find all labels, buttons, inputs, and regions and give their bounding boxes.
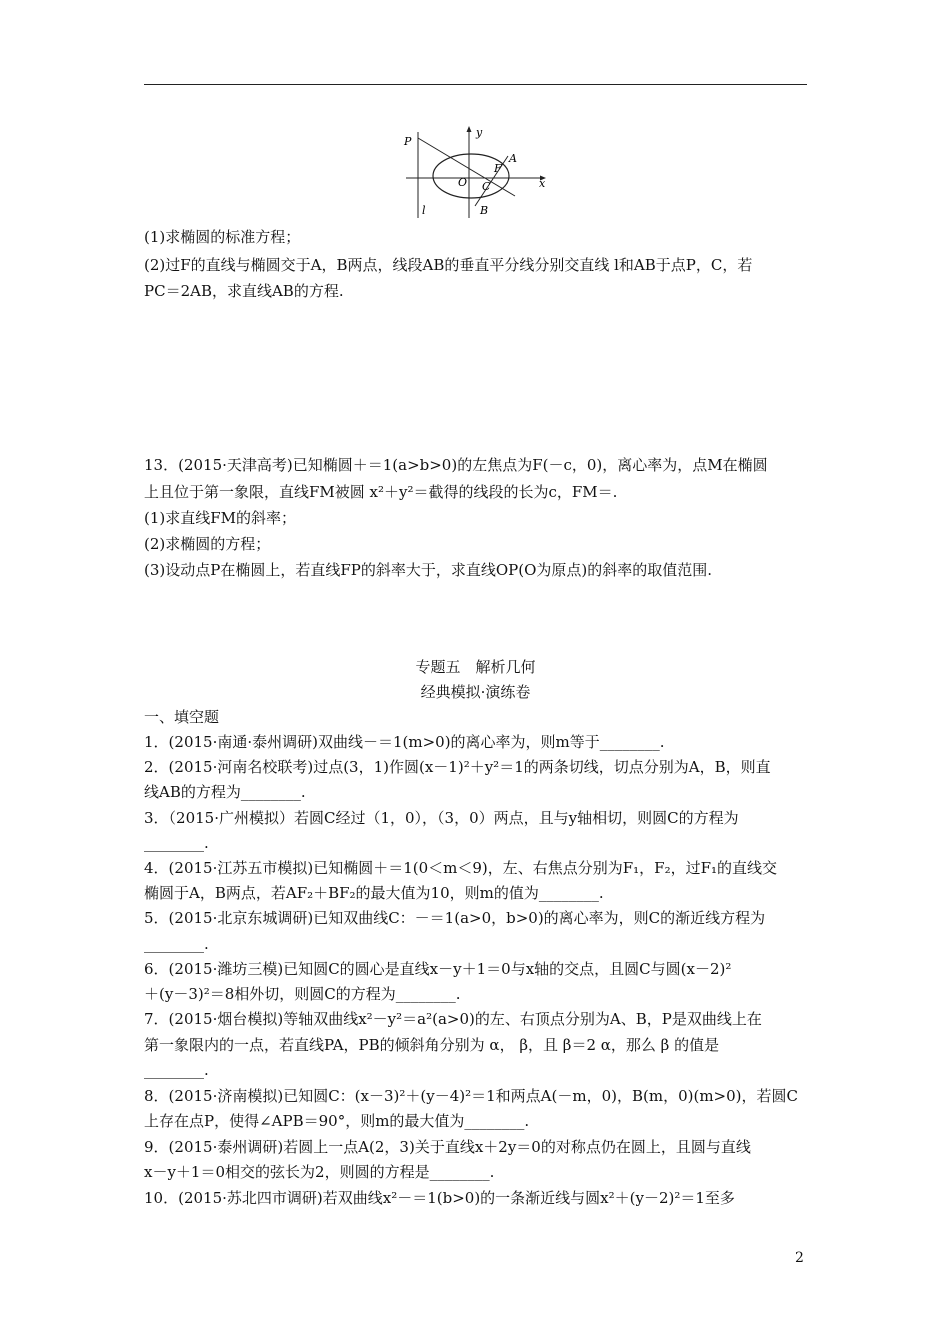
problem-13-line: 上且位于第一象限，直线FM被圆 x²＋y²＝截得的线段的长为c，FM＝.: [144, 483, 618, 501]
label-F: F: [494, 162, 502, 175]
problem-line: 7．(2015·烟台模拟)等轴双曲线x²－y²＝a²(a>0)的左、右顶点分别为A、B，P是双曲线上在: [144, 1010, 762, 1028]
label-O: O: [458, 176, 468, 189]
label-y: y: [476, 126, 483, 139]
problem-line: ＋(y－3)²＝8相外切，则圆C的方程为________.: [144, 985, 461, 1003]
label-l: l: [422, 204, 426, 217]
label-x: x: [539, 177, 546, 190]
text-line: (2)过F的直线与椭圆交于A，B两点，线段AB的垂直平分线分别交直线 l和AB于点P，C，若: [144, 256, 753, 274]
problem-line: 9．(2015·泰州调研)若圆上一点A(2，3)关于直线x＋2y＝0的对称点仍在圆上，且圆与直线: [144, 1138, 751, 1156]
problem-line: 5．(2015·北京东城调研)已知双曲线C：－＝1(a>0，b>0)的离心率为，则C的渐近线方程为: [144, 909, 766, 927]
problem-line: 一、填空题: [144, 708, 220, 726]
problem-line: 4．(2015·江苏五市模拟)已知椭圆＋＝1(0＜m＜9)，左、右焦点分别为F₁，F₂，过F₁的直线交: [144, 859, 778, 877]
problem-13-line: 13．(2015·天津高考)已知椭圆＋＝1(a>b>0)的左焦点为F(－c，0)，离心率为，点M在椭圆: [144, 456, 768, 474]
problem-13-line: (1)求直线FM的斜率；: [144, 509, 297, 527]
label-A: A: [509, 152, 517, 165]
problem-13-line: (2)求椭圆的方程；: [144, 535, 271, 553]
text-line: PC＝2AB，求直线AB的方程.: [144, 282, 344, 300]
problem-13-line: (3)设动点P在椭圆上，若直线FP的斜率大于，求直线OP(O为原点)的斜率的取值范围.: [144, 561, 713, 579]
section-title: 专题五 解析几何: [415, 658, 536, 676]
label-C: C: [482, 180, 491, 193]
page-number: 2: [795, 1250, 804, 1266]
problem-line: ________.: [144, 834, 209, 852]
problem-line: 1．(2015·南通·泰州调研)双曲线－＝1(m>0)的离心率为，则m等于________.: [144, 733, 665, 751]
problem-line: ________.: [144, 1061, 209, 1079]
problem-line: 2．(2015·河南名校联考)过点(3，1)作圆(x－1)²＋y²＝1的两条切线，切点分别为A，B，则直: [144, 758, 771, 776]
header-rule: [144, 84, 807, 85]
problem-line: 6．(2015·潍坊三模)已知圆C的圆心是直线x－y＋1＝0与x轴的交点，且圆C与圆(x－2)²: [144, 960, 732, 978]
problem-line: x－y＋1＝0相交的弦长为2，则圆的方程是________.: [144, 1163, 495, 1181]
problem-line: 椭圆于A，B两点，若AF₂＋BF₂的最大值为10，则m的值为________.: [144, 884, 604, 902]
problem-line: ________.: [144, 935, 209, 953]
problem-line: 8．(2015·济南模拟)已知圆C：(x－3)²＋(y－4)²＝1和两点A(－m，0)，B(m，0)(m>0)，若圆C: [144, 1087, 798, 1105]
section-subtitle: 经典模拟·演练卷: [420, 683, 531, 701]
problem-line: 3．（2015·广州模拟）若圆C经过（1，0），（3，0）两点，且与y轴相切，则圆C的方程为: [144, 809, 739, 827]
problem-line: 线AB的方程为________.: [144, 783, 306, 801]
label-B: B: [480, 204, 489, 217]
problem-line: 10．(2015·苏北四市调研)若双曲线x²－＝1(b>0)的一条渐近线与圆x²＋(y－2)²＝1至多: [144, 1189, 735, 1207]
label-P: P: [404, 135, 412, 148]
problem-line: 第一象限内的一点，若直线PA，PB的倾斜角分别为 α， β，且 β＝2 α，那么 β 的值是: [144, 1036, 720, 1054]
problem-line: 上存在点P，使得∠APB＝90°，则m的最大值为________.: [144, 1112, 530, 1130]
ellipse-figure: [398, 120, 563, 220]
text-line: (1)求椭圆的标准方程；: [144, 228, 301, 246]
